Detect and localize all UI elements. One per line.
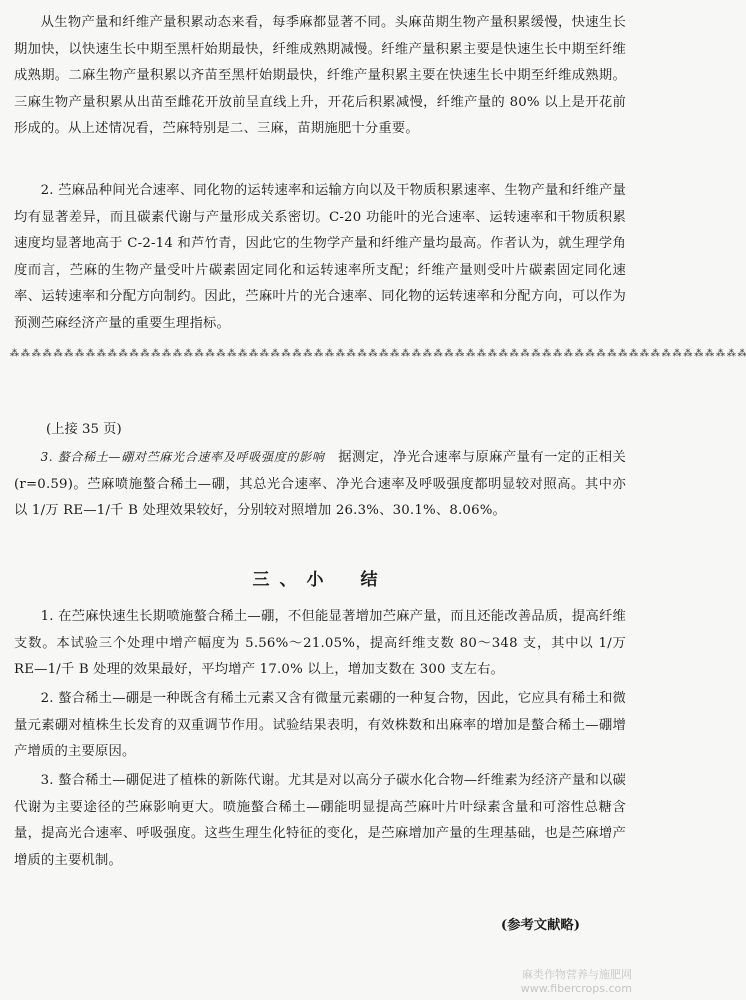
site-watermark xyxy=(521,968,632,996)
summary-point-1: 1. 在苎麻快速生长期喷施螯合稀土—硼，不但能显著增加苎麻产量，而且还能改善品质，提高纤维支数。本试验三个处理中增产幅度为 5.56%～21.05%，提高纤维支数 80～348 支，其中以 1/万 RE—1/千 B 处理的效果最好，平均增产 17.0% 以上，增加支数在 300 支左右。 xyxy=(14,609,626,677)
paragraph-yield-dynamics: 从生物产量和纤维产量积累动态来看，每季麻都显著不同。头麻苗期生物产量积累缓慢，快速生长期加快，以快速生长中期至黑杆始期最快，纤维成熟期减慢。纤维产量积累主要是快速生长中期至纤维成熟期。二麻生物产量积累以齐苗至黑杆始期最快，纤维产量积累主要在快速生长中期至纤维成熟期。三麻生物产量积累从出苗至雌花开放前呈直线上升，开花后积累减慢，纤维产量的 80% 以上是开花前形成的。从上述情况看，苎麻特别是二、三麻，苗期施肥十分重要。 xyxy=(14,15,626,136)
paragraph-variety-differences: 2. 苎麻品种间光合速率、同化物的运转速率和运输方向以及干物质积累速率、生物产量和纤维产量均有显著差异，而且碳素代谢与产量形成关系密切。C-20 功能叶的光合速率、运转速率和干物质积累速度均显著地高于 C-2-14 和芦竹青，因此它的生物学产量和纤维产量均最高。作者认为，就生理学角度而言，苎麻的生物产量受叶片碳素固定同化和运转速率所支配；纤维产量则受叶片碳素固定同化速率、运转速率和分配方向制约。因此，苎麻叶片的光合速率、同化物的运转速率和分配方向，可以作为预测苎麻经济产量的重要生理指标。 xyxy=(14,183,626,331)
continued-from-note: (上接 35 页) xyxy=(46,422,122,437)
paragraph-photosynthesis-effect xyxy=(14,444,626,525)
paragraph-body: 据测定，净光合速率与原麻产量有一定的正相关(r=0.59)。苎麻喷施螯合稀土—硼，其总光合速率、净光合速率及呼吸强度都明显较对照高。其中亦以 1/万 RE—1/千 B 处理效果较好，分别较对照增加 26.3%、30.1%、8.06%。 xyxy=(14,450,627,518)
summary-point-3: 3. 螯合稀土—硼促进了植株的新陈代谢。尤其是对以高分子碳水化合物—纤维素为经济产量和以碳代谢为主要途径的苎麻影响更大。喷施螯合稀土—硼能明显提高苎麻叶片叶绿素含量和可溶性总糖含量，提高光合速率、呼吸强度。这些生理生化特征的变化，是苎麻增加产量的生理基础，也是苎麻增产增质的主要机制。 xyxy=(14,773,626,868)
watermark-line-1: 麻类作物营养与施肥网 xyxy=(522,968,632,981)
runin-title: 3. 螯合稀土—硼对苎麻光合速率及呼吸强度的影响 xyxy=(40,450,325,464)
section-divider: ⁂ ⁂ ⁂ ⁂ ⁂ ⁂ ⁂ ⁂ ⁂ ⁂ ⁂ ⁂ ⁂ ⁂ ⁂ ⁂ ⁂ ⁂ ⁂ ⁂ ⁂ ⁂ ⁂ ⁂ ⁂ ⁂ ⁂ ⁂ ⁂ ⁂ ⁂ ⁂ ⁂ ⁂ ⁂ ⁂ ⁂ ⁂ ⁂ ⁂ ⁂ ⁂ ⁂ ⁂ ⁂ ⁂ ⁂ ⁂ ⁂ ⁂ ⁂ ⁂ ⁂ ⁂ ⁂ ⁂ ⁂ ⁂ ⁂ ⁂ ⁂ ⁂ ⁂ ⁂ ⁂ ⁂ ⁂ ⁂ xyxy=(10,349,746,359)
references-note: (参考文献略) xyxy=(500,918,580,933)
summary-point-2: 2. 螯合稀土—硼是一种既含有稀土元素又含有微量元素硼的一种复合物，因此，它应具有稀土和微量元素硼对植株生长发育的双重调节作用。试验结果表明，有效株数和出麻率的增加是螯合稀土—硼增产增质的主要原因。 xyxy=(14,691,626,759)
watermark-line-2: www.fibercrops.com xyxy=(520,982,632,995)
section-heading-summary: 三、小 结 xyxy=(252,570,388,590)
